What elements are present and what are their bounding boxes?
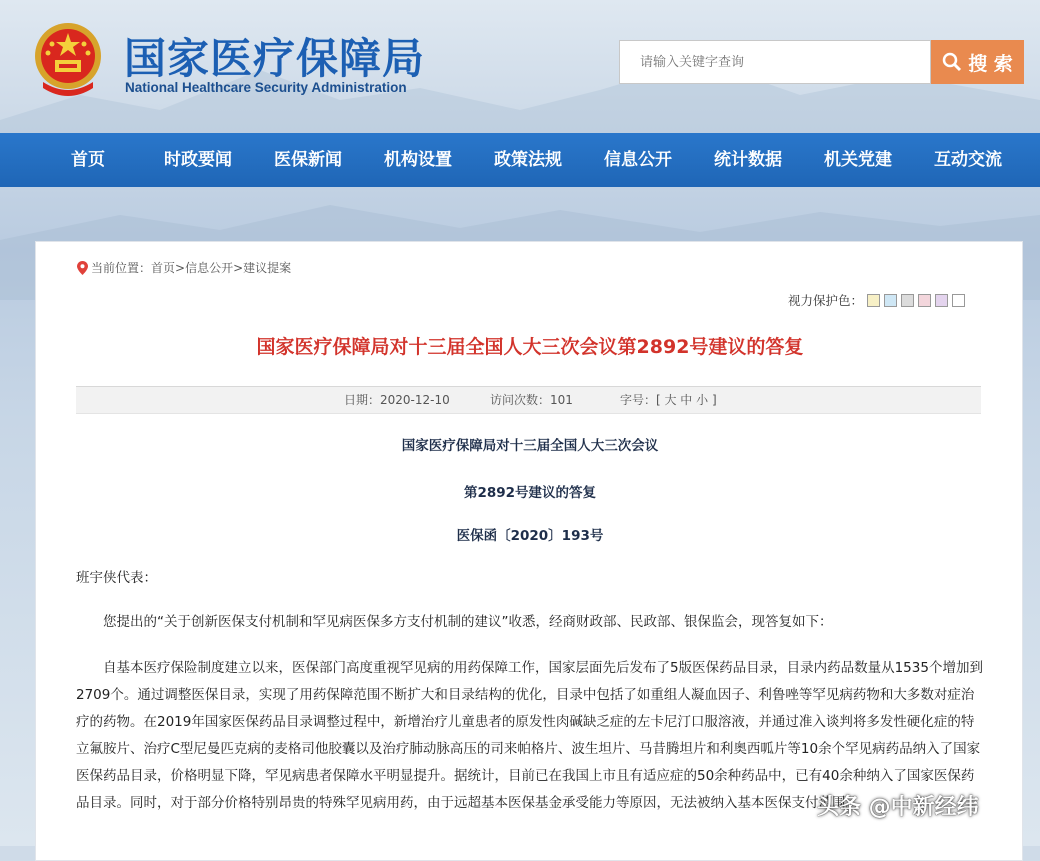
breadcrumb-label: 当前位置： [91,261,152,275]
article-visits: 访问次数：101 [490,393,573,407]
site-subtitle-en: National Healthcare Security Administration [125,80,407,95]
color-swatch-gray[interactable] [901,294,914,307]
vision-label: 视力保护色： [788,293,864,308]
nav-item-current-affairs[interactable]: 时政要闻 [164,150,232,170]
watermark: 头条 @中新经纬 [817,795,979,820]
nav-item-home[interactable]: 首页 [71,150,105,170]
search-icon [942,52,962,72]
breadcrumb-disclosure[interactable]: 信息公开 [185,261,234,275]
article-meta [76,386,981,414]
color-swatch-white[interactable] [952,294,965,307]
salutation: 班宇侠代表： [76,570,157,586]
breadcrumb-sep: > [233,260,244,275]
search-button[interactable] [931,40,1024,84]
nav-item-organization[interactable]: 机构设置 [384,150,452,170]
color-swatch-blue[interactable] [884,294,897,307]
vision-protection [788,291,965,309]
doc-heading-1: 国家医疗保障局对十三届全国人大三次会议 [401,438,659,454]
breadcrumb-proposals[interactable]: 建议提案 [243,261,292,275]
color-swatch-purple[interactable] [935,294,948,307]
search-input[interactable] [619,40,931,84]
nav-item-party[interactable]: 机关党建 [824,150,892,170]
font-size-control[interactable]: 字号：[ 大 中 小 ] [620,393,717,407]
paragraph-2: 自基本医疗保险制度建立以来，医保部门高度重视罕见病的用药保障工作，国家层面先后发布了5版医保药品目录，目录内药品数量从1535个增加到2709个。通过调整医保目录，实现了用药保障范围不断扩大和目录结构的优化，目录中包括了如重组人凝血因子、利鲁唑等罕见病药物和大多数对症治疗的药物。在2019年国家医保药品目录调整过程中，新增治疗儿童患者的原发性肉碱缺乏症的左卡尼汀口服溶液，并通过准入谈判将多发性硬化症的特立氟胺片、治疗C型尼曼匹克病的麦格司他胶囊以及治疗肺动脉高压的司来帕格片、波生坦片、马昔腾坦片和利奥西呱片等10余个罕见病药品纳入了国家医保药品目录，价格明显下降，罕见病患者保障水平明显提升。据统计，目前已在我国上市且有适应症的50余种药品中，已有40余种纳入了国家医保药品目录。同时，对于部分价格特别昂贵的特殊罕见病用药，由于远超基本医保基金承受能力等原因，无法被纳入基本医保支付范围。 [76,660,983,811]
national-emblem-icon [33,20,103,98]
site-header [0,0,1040,133]
site-title: 国家医疗保障局 [124,34,426,83]
nav-item-statistics[interactable]: 统计数据 [714,150,782,170]
nav-item-news[interactable]: 医保新闻 [274,150,342,170]
breadcrumb-sep: > [175,260,186,275]
nav-item-policies[interactable]: 政策法规 [494,150,562,170]
article-title: 国家医疗保障局对十三届全国人大三次会议第2892号建议的答复 [256,336,804,358]
nav-item-disclosure[interactable]: 信息公开 [604,150,672,170]
breadcrumb [77,259,291,276]
location-pin-icon [77,261,88,275]
color-swatch-yellow[interactable] [867,294,880,307]
nav-item-interaction[interactable]: 互动交流 [934,150,1002,170]
search-button-label: 搜 索 [968,52,1013,75]
breadcrumb-home[interactable]: 首页 [151,261,176,275]
paragraph-1: 您提出的“关于创新医保支付机制和罕见病医保多方支付机制的建议”收悉，经商财政部、民政部、银保监会，现答复如下： [103,614,833,630]
article-date: 日期：2020-12-10 [344,393,450,407]
article-panel [35,241,1023,861]
main-nav [0,133,1040,187]
color-swatch-pink[interactable] [918,294,931,307]
doc-number: 医保函〔2020〕193号 [456,528,604,544]
doc-heading-2: 第2892号建议的答复 [463,485,597,501]
